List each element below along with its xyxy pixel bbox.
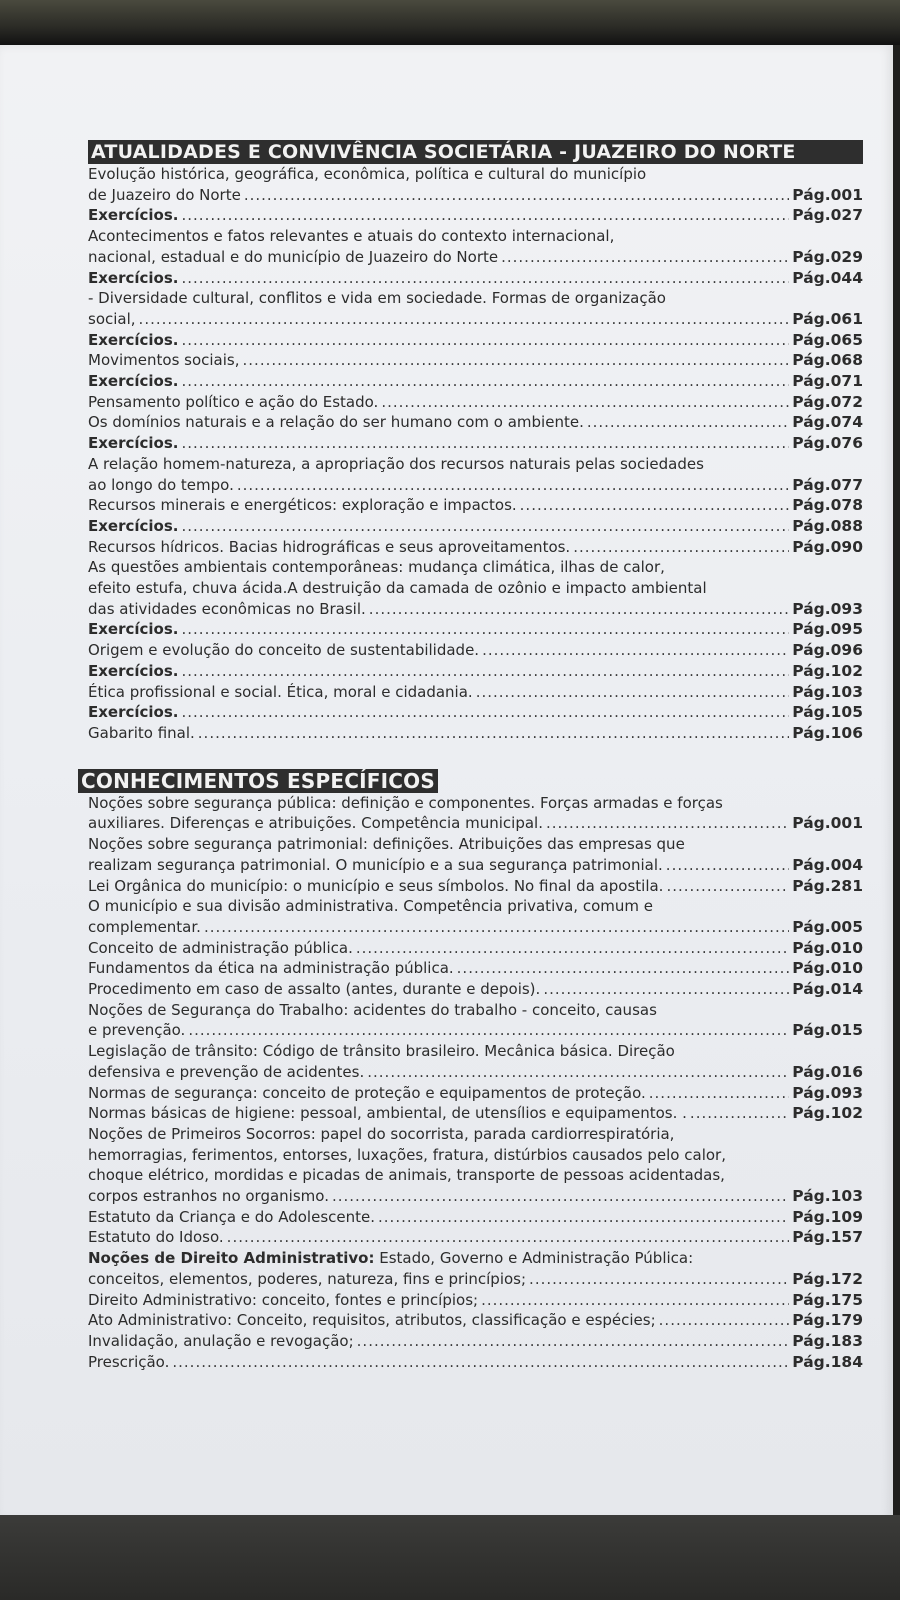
exercises-label: Exercícios. xyxy=(88,434,179,453)
page-number: Pág.096 xyxy=(792,641,863,660)
toc-entry-text: nacional, estadual e do município de Juazeiro do Norte xyxy=(88,247,499,266)
dot-leader xyxy=(172,1352,789,1373)
toc-entry xyxy=(88,1331,863,1352)
dot-leader xyxy=(546,813,789,834)
dot-leader xyxy=(573,537,789,558)
toc-entry-text: Recursos hídricos. Bacias hidrográficas e seus aproveitamentos. xyxy=(88,537,571,556)
toc-entry-text: hemorragias, ferimentos, entorses, luxações, fratura, distúrbios causados pelo calor, xyxy=(88,1145,726,1164)
page-number: Pág.077 xyxy=(792,475,863,494)
section-header: CONHECIMENTOS ESPECÍFICOS xyxy=(78,769,438,793)
toc-entry xyxy=(88,371,863,392)
dot-leader xyxy=(182,516,790,537)
dot-leader xyxy=(182,268,790,289)
toc-entry xyxy=(88,793,863,834)
toc-entry-text: das atividades econômicas no Brasil. xyxy=(88,599,366,618)
dot-leader xyxy=(481,1290,789,1311)
toc-entry xyxy=(88,288,863,329)
page-number: Pág.014 xyxy=(792,980,863,999)
dot-leader xyxy=(690,1103,789,1124)
page-number: Pág.157 xyxy=(792,1228,863,1247)
toc-entry-text: conceitos, elementos, poderes, natureza, fins e princípios; xyxy=(88,1269,527,1288)
page-number: Pág.015 xyxy=(792,1021,863,1040)
toc-entry xyxy=(88,433,863,454)
toc-entry-text: Ética profissional e social. Ética, moral e cidadania. xyxy=(88,682,473,701)
page-number: Pág.071 xyxy=(792,372,863,391)
toc-entry xyxy=(88,1290,863,1311)
dot-leader xyxy=(666,855,789,876)
dot-leader xyxy=(381,392,789,413)
dot-leader xyxy=(182,619,790,640)
toc-entry xyxy=(88,205,863,226)
toc-entry-text: Fundamentos da ética na administração pública. xyxy=(88,959,454,978)
toc-entry xyxy=(88,682,863,703)
toc-entry-text: As questões ambientais contemporâneas: mudança climática, ilhas de calor, xyxy=(88,558,665,577)
dot-leader xyxy=(227,1227,790,1248)
dot-leader xyxy=(482,640,789,661)
toc-entry xyxy=(88,516,863,537)
page-number: Pág.184 xyxy=(792,1352,863,1371)
toc-entry-text: realizam segurança patrimonial. O município e a sua segurança patrimonial. xyxy=(88,855,663,874)
dot-leader xyxy=(649,1083,789,1104)
toc-entry-text: Noções sobre segurança pública: definição e componentes. Forças armadas e forças xyxy=(88,793,723,812)
toc-entry xyxy=(88,412,863,433)
table-of-contents xyxy=(81,140,863,1372)
toc-entry xyxy=(88,640,863,661)
page-number: Pág.102 xyxy=(792,661,863,680)
dot-leader xyxy=(244,185,789,206)
toc-entry-text: Procedimento em caso de assalto (antes, durante e depois). xyxy=(88,980,541,999)
toc-entry xyxy=(88,1000,863,1041)
dot-leader xyxy=(378,1207,789,1228)
dot-leader xyxy=(659,1310,790,1331)
page-number: Pág.088 xyxy=(792,516,863,535)
page-number: Pág.001 xyxy=(792,814,863,833)
dot-leader xyxy=(357,1331,790,1352)
toc-entry xyxy=(88,619,863,640)
exercises-label: Exercícios. xyxy=(88,268,179,287)
toc-entry-text: Gabarito final. xyxy=(88,723,195,742)
toc-entry-text: ao longo do tempo. xyxy=(88,475,234,494)
dot-leader xyxy=(529,1269,789,1290)
page-number: Pág.095 xyxy=(792,620,863,639)
toc-entry-text: Evolução histórica, geográfica, econômica, política e cultural do município xyxy=(88,165,647,183)
toc-entry-text: e prevenção. xyxy=(88,1021,186,1040)
toc-entry-text: Noções de Direito Administrativo: Estado, Governo e Administração Pública: xyxy=(88,1249,694,1268)
toc-entry xyxy=(88,979,863,1000)
dot-leader xyxy=(520,495,790,516)
toc-entry xyxy=(88,661,863,682)
page-number: Pág.106 xyxy=(792,723,863,742)
toc-entry-text: Ato Administrativo: Conceito, requisitos, atributos, classificação e espécies; xyxy=(88,1311,656,1330)
toc-entry xyxy=(88,723,863,744)
page-number: Pág.010 xyxy=(792,959,863,978)
toc-entry-text: Noções de Primeiros Socorros: papel do socorrista, parada cardiorrespiratória, xyxy=(88,1124,675,1143)
page-number: Pág.109 xyxy=(792,1207,863,1226)
toc-entry-text: O município e sua divisão administrativa. Competência privativa, comum e xyxy=(88,897,653,916)
toc-entry-text: Recursos minerais e energéticos: exploração e impactos. xyxy=(88,496,517,515)
toc-entry xyxy=(88,164,863,205)
page-number: Pág.068 xyxy=(792,351,863,370)
section-header: ATUALIDADES E CONVIVÊNCIA SOCIETÁRIA - JUAZEIRO DO NORTE xyxy=(88,140,863,164)
dot-leader xyxy=(182,371,790,392)
page-number: Pág.093 xyxy=(792,1083,863,1102)
toc-entry xyxy=(88,896,863,937)
page-number: Pág.090 xyxy=(792,537,863,556)
dot-leader xyxy=(501,247,789,268)
toc-entry xyxy=(88,537,863,558)
page-number: Pág.029 xyxy=(792,247,863,266)
toc-entry xyxy=(88,834,863,875)
dot-leader xyxy=(369,599,789,620)
exercises-label: Exercícios. xyxy=(88,330,179,349)
toc-entry xyxy=(88,392,863,413)
dot-leader xyxy=(543,979,789,1000)
page-number: Pág.179 xyxy=(792,1311,863,1330)
toc-entry-text: de Juazeiro do Norte xyxy=(88,185,241,204)
dot-leader xyxy=(356,938,789,959)
toc-entry-text: - Diversidade cultural, conflitos e vida em sociedade. Formas de organização xyxy=(88,289,666,308)
toc-entry xyxy=(88,1207,863,1228)
toc-entry-text: Prescrição. xyxy=(88,1352,170,1371)
dot-leader xyxy=(182,702,790,723)
background-top xyxy=(0,0,900,45)
toc-entry xyxy=(88,702,863,723)
exercises-label: Exercícios. xyxy=(88,372,179,391)
exercises-label: Exercícios. xyxy=(88,661,179,680)
toc-entry xyxy=(88,495,863,516)
page-number: Pág.102 xyxy=(792,1104,863,1123)
toc-entry-text: Estatuto do Idoso. xyxy=(88,1228,224,1247)
exercises-label: Exercícios. xyxy=(88,516,179,535)
page-number: Pág.183 xyxy=(792,1331,863,1350)
toc-entry-text: Conceito de administração pública. xyxy=(88,938,353,957)
page-number: Pág.027 xyxy=(792,206,863,225)
toc-entry xyxy=(88,1248,863,1289)
page-number: Pág.076 xyxy=(792,434,863,453)
toc-entry-text: Lei Orgânica do município: o município e seus símbolos. No final da apostila. xyxy=(88,876,664,895)
toc-entry xyxy=(88,268,863,289)
toc-entry-text: choque elétrico, mordidas e picadas de animais, transporte de pessoas acidentadas, xyxy=(88,1166,725,1185)
page-number: Pág.281 xyxy=(792,876,863,895)
page-number: Pág.044 xyxy=(792,268,863,287)
page-number: Pág.004 xyxy=(792,855,863,874)
toc-entry xyxy=(88,454,863,495)
toc-entry-text: Invalidação, anulação e revogação; xyxy=(88,1331,354,1350)
toc-entry-text: Direito Administrativo: conceito, fontes e princípios; xyxy=(88,1290,479,1309)
toc-entry-text: Normas básicas de higiene: pessoal, ambiental, de utensílios e equipamentos. . xyxy=(88,1104,687,1123)
toc-entry-text: defensiva e prevenção de acidentes. xyxy=(88,1062,365,1081)
toc-entry xyxy=(88,1083,863,1104)
page-number: Pág.172 xyxy=(792,1269,863,1288)
dot-leader xyxy=(182,330,790,351)
page-number: Pág.016 xyxy=(792,1062,863,1081)
toc-entry-text: social, xyxy=(88,309,136,328)
toc-entry-text: auxiliares. Diferenças e atribuições. Competência municipal. xyxy=(88,814,543,833)
page-number: Pág.001 xyxy=(792,185,863,204)
exercises-label: Exercícios. xyxy=(88,703,179,722)
dot-leader xyxy=(204,917,789,938)
toc-entry-text: efeito estufa, chuva ácida.A destruição da camada de ozônio e impacto ambiental xyxy=(88,579,707,598)
page-number: Pág.078 xyxy=(792,496,863,515)
page-number: Pág.065 xyxy=(792,330,863,349)
toc-entry-text: complementar. xyxy=(88,917,201,936)
toc-entry xyxy=(88,1227,863,1248)
dot-leader xyxy=(457,958,790,979)
exercises-label: Exercícios. xyxy=(88,620,179,639)
dot-leader xyxy=(332,1186,789,1207)
toc-entry-text: Legislação de trânsito: Código de trânsito brasileiro. Mecânica básica. Direção xyxy=(88,1042,675,1061)
page-number: Pág.074 xyxy=(792,413,863,432)
toc-entry xyxy=(88,330,863,351)
exercises-label: Exercícios. xyxy=(88,206,179,225)
page-number: Pág.005 xyxy=(792,917,863,936)
toc-entry xyxy=(88,1041,863,1082)
dot-leader xyxy=(367,1062,789,1083)
toc-entry xyxy=(88,1124,863,1207)
page-number: Pág.093 xyxy=(792,599,863,618)
toc-entry-text: Movimentos sociais, xyxy=(88,351,240,370)
dot-leader xyxy=(476,682,790,703)
page-number: Pág.061 xyxy=(792,309,863,328)
dot-leader xyxy=(139,309,790,330)
dot-leader xyxy=(182,661,790,682)
dot-leader xyxy=(666,876,789,897)
toc-entry xyxy=(88,958,863,979)
page-number: Pág.103 xyxy=(792,1187,863,1206)
dot-leader xyxy=(182,205,790,226)
page-number: Pág.072 xyxy=(792,392,863,411)
toc-entry-text: Noções de Segurança do Trabalho: acidentes do trabalho - conceito, causas xyxy=(88,1000,657,1019)
toc-entry xyxy=(88,350,863,371)
toc-entry-text: Estatuto da Criança e do Adolescente. xyxy=(88,1207,376,1226)
page-number: Pág.103 xyxy=(792,682,863,701)
toc-entry-text: Pensamento político e ação do Estado. xyxy=(88,392,379,411)
dot-leader xyxy=(182,433,790,454)
toc-entry-text: Acontecimentos e fatos relevantes e atuais do contexto internacional, xyxy=(88,227,615,246)
toc-entry xyxy=(88,1352,863,1373)
dot-leader xyxy=(243,350,790,371)
dot-leader xyxy=(198,723,789,744)
toc-entry-text: Os domínios naturais e a relação do ser humano com o ambiente. xyxy=(88,413,584,432)
page-number: Pág.105 xyxy=(792,703,863,722)
toc-entry-text: corpos estranhos no organismo. xyxy=(88,1187,329,1206)
toc-entry-text: Normas de segurança: conceito de proteção e equipamentos de proteção. xyxy=(88,1083,646,1102)
toc-entry xyxy=(88,938,863,959)
background-bottom xyxy=(0,1515,900,1600)
toc-entry xyxy=(88,1310,863,1331)
toc-entry xyxy=(88,1103,863,1124)
toc-entry xyxy=(88,557,863,619)
dot-leader xyxy=(237,475,789,496)
page-number: Pág.175 xyxy=(792,1290,863,1309)
toc-entry xyxy=(88,876,863,897)
dot-leader xyxy=(188,1020,789,1041)
toc-entry-text: A relação homem-natureza, a apropriação dos recursos naturais pelas sociedades xyxy=(88,454,704,473)
toc-entry-text: Origem e evolução do conceito de sustentabilidade. xyxy=(88,641,480,660)
dot-leader xyxy=(587,412,789,433)
page-number: Pág.010 xyxy=(792,938,863,957)
toc-entry xyxy=(88,226,863,267)
toc-entry-text: Noções sobre segurança patrimonial: definições. Atribuições das empresas que xyxy=(88,835,685,854)
